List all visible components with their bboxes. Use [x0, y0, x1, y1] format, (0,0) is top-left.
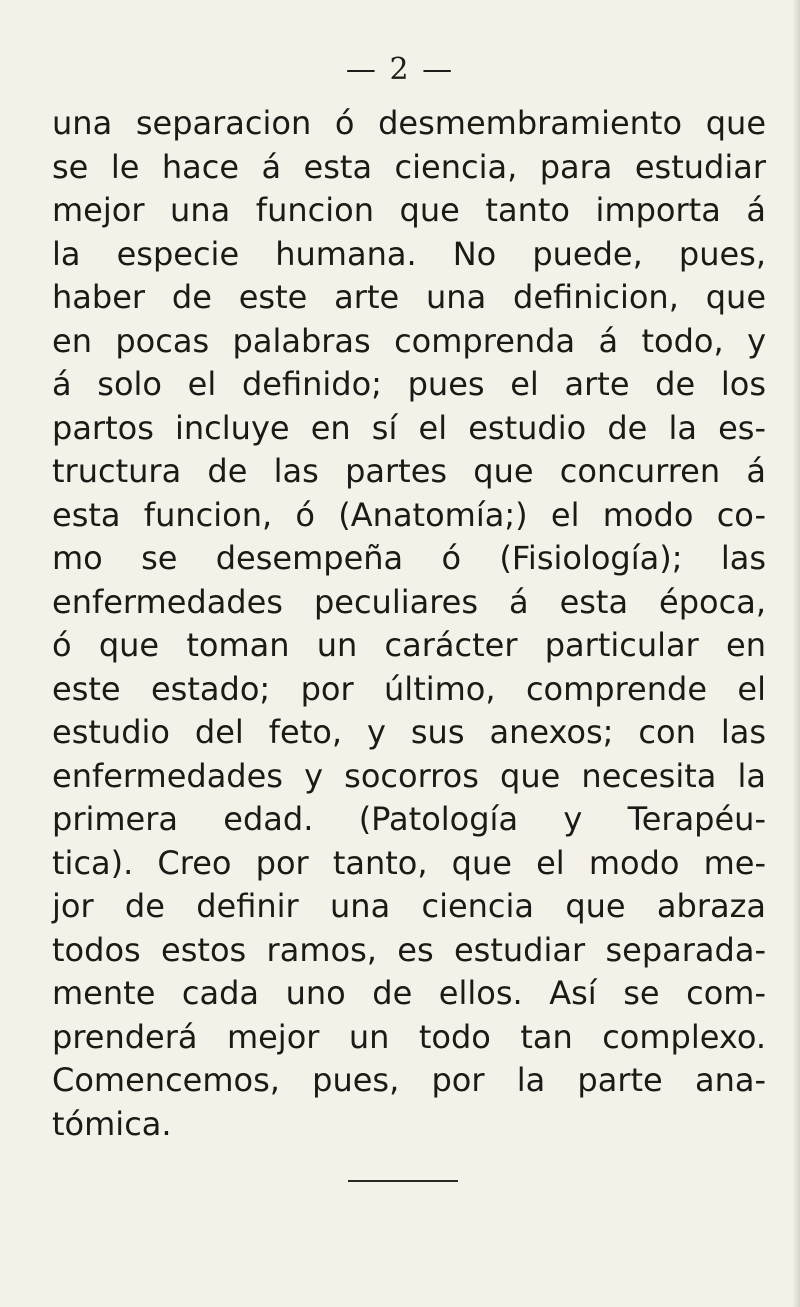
text-line: prenderá mejor un todo tan complexo.	[52, 1017, 766, 1056]
text-line: jor de definir una ciencia que abraza	[52, 887, 766, 925]
text-line: mejor una funcion que tanto importa á	[52, 191, 766, 229]
text-line: en pocas palabras comprenda á todo, y	[52, 321, 766, 360]
text-line: partos incluye en sí el estudio de la es-	[52, 408, 766, 447]
text-line: tica). Creo por tanto, que el modo me-	[52, 843, 766, 882]
text-line: mente cada uno de ellos. Así se com-	[52, 974, 766, 1012]
text-line: estudio del feto, y sus anexos; con las	[52, 713, 766, 751]
body-text	[52, 102, 766, 1146]
text-line: enfermedades y socorros que necesita la	[52, 756, 766, 795]
text-line: ó que toman un carácter particular en	[52, 626, 766, 664]
text-line-final: tómica.	[52, 1104, 172, 1143]
text-line: primera edad. (Patología y Terapéu-	[52, 800, 766, 838]
text-line: esta funcion, ó (Anatomía;) el modo co-	[52, 495, 766, 534]
closing-rule	[348, 1180, 458, 1182]
page-number: — 2 —	[345, 52, 455, 87]
text-line: Comencemos, pues, por la parte ana-	[52, 1061, 766, 1099]
text-line: mo se desempeña ó (Fisiología); las	[52, 539, 766, 577]
text-line: á solo el definido; pues el arte de los	[52, 365, 766, 403]
page-edge-shadow	[792, 0, 800, 1307]
text-line: todos estos ramos, es estudiar separada-	[52, 930, 766, 969]
text-line: una separacion ó desmembramiento que	[52, 104, 766, 142]
text-line: la especie humana. No puede, pues,	[52, 234, 766, 273]
text-line: enfermedades peculiares á esta época,	[52, 582, 766, 621]
text-line: se le hace á esta ciencia, para estudiar	[52, 147, 766, 186]
text-line: este estado; por último, comprende el	[52, 669, 766, 708]
text-line: haber de este arte una definicion, que	[52, 278, 766, 316]
text-line: tructura de las partes que concurren á	[52, 452, 766, 490]
